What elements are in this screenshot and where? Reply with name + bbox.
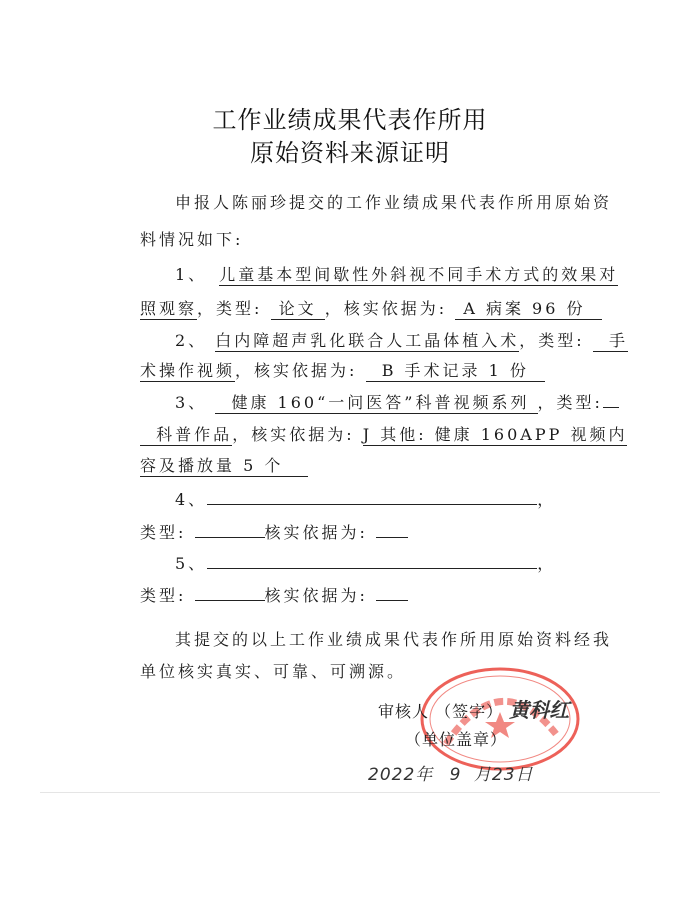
item4-line1 — [175, 487, 556, 510]
item5-type-label: 类型: — [140, 586, 187, 605]
date-year-unit: 年 — [415, 765, 434, 785]
item1-line2 — [140, 296, 602, 319]
closing-line1: 其提交的以上工作业绩成果代表作所用原始资料经我 — [175, 630, 613, 649]
closing-line2: 单位核实真实、可靠、可溯源。 — [140, 662, 407, 681]
item5-title-blank — [207, 552, 537, 569]
page-title-line2: 原始资料来源证明 — [250, 139, 450, 167]
item2-title: 白内障超声乳化联合人工晶体植入术 — [215, 331, 520, 350]
page-title-line1: 工作业绩成果代表作所用 — [212, 106, 488, 134]
item4-number: 4、 — [175, 490, 208, 509]
reviewer-line — [378, 694, 569, 723]
item1-number: 1、 — [175, 265, 208, 284]
item3-line3 — [140, 453, 308, 476]
item2-type-label: ，类型: — [519, 331, 585, 350]
item3-number: 3、 — [175, 393, 208, 412]
item4-type-blank — [195, 521, 265, 538]
item2-number: 2、 — [175, 331, 208, 350]
item5-line2 — [140, 583, 408, 606]
item4-line2 — [140, 520, 408, 543]
item5-number: 5、 — [175, 554, 208, 573]
item3-title: 健康 160“一问医答”科普视频系列 — [215, 393, 537, 414]
item1-type-value: 论文 — [271, 299, 325, 320]
item5-basis-blank — [376, 584, 408, 601]
date-year: 2022 — [368, 765, 416, 785]
item3-type-label: ，类型: — [537, 393, 603, 412]
item5-line1 — [175, 551, 556, 574]
intro-line1: 申报人陈丽珍提交的工作业绩成果代表作所用原始资 — [175, 193, 613, 212]
item3-line1 — [175, 390, 619, 413]
item4-type-label: 类型: — [140, 523, 187, 542]
item4-tail: ， — [537, 490, 557, 509]
item4-title-blank — [207, 488, 537, 505]
item5-type-blank — [195, 584, 265, 601]
item2-basis-value: B 手术记录 1 份 — [366, 361, 546, 382]
item3-type-blank — [603, 391, 619, 408]
item1-basis-label: ，核实依据为: — [324, 299, 448, 318]
unit-seal-label: （单位盖章） — [405, 730, 508, 749]
item4-basis-blank — [376, 521, 408, 538]
item2-line1 — [175, 328, 628, 351]
item1-title-part1: 儿童基本型间歇性外斜视不同手术方式的效果对 — [219, 265, 619, 284]
item1-title-part2: 照观察 — [140, 299, 198, 318]
item4-basis-label: 核实依据为: — [264, 523, 368, 542]
reviewer-sign-label: （签字） — [435, 702, 504, 721]
item5-tail: ， — [537, 554, 557, 573]
item5-basis-label: 核实依据为: — [264, 586, 368, 605]
intro-line2: 料情况如下: — [140, 230, 244, 249]
item1-line1 — [175, 262, 618, 285]
item3-line2 — [140, 422, 627, 445]
item2-type-value-part1: 手 — [593, 331, 628, 352]
item2-basis-label: ，核实依据为: — [235, 361, 358, 380]
date-day-unit: 日 — [515, 765, 534, 785]
reviewer-signature: 黄科红 — [509, 698, 570, 722]
date-month: 9 — [449, 765, 462, 785]
item1-type-label: ，类型: — [197, 299, 263, 318]
item3-basis-value-part1: J 其他: 健康 160APP 视频内 — [362, 425, 628, 444]
reviewer-label: 审核人 — [378, 702, 430, 721]
item3-basis-label: ，核实依据为: — [232, 425, 355, 444]
signing-date — [368, 760, 534, 785]
item2-type-value-part2: 术操作视频 — [140, 361, 236, 380]
item2-line2 — [140, 358, 545, 381]
item1-basis-value: A 病案 96 份 — [455, 299, 601, 320]
item3-basis-value-part2: 容及播放量 5 个 — [140, 456, 308, 477]
date-day: 23 — [491, 765, 516, 785]
item3-type-value: 科普作品 — [140, 425, 232, 446]
page-bottom-divider — [40, 792, 660, 793]
date-month-unit: 月 — [473, 765, 492, 785]
